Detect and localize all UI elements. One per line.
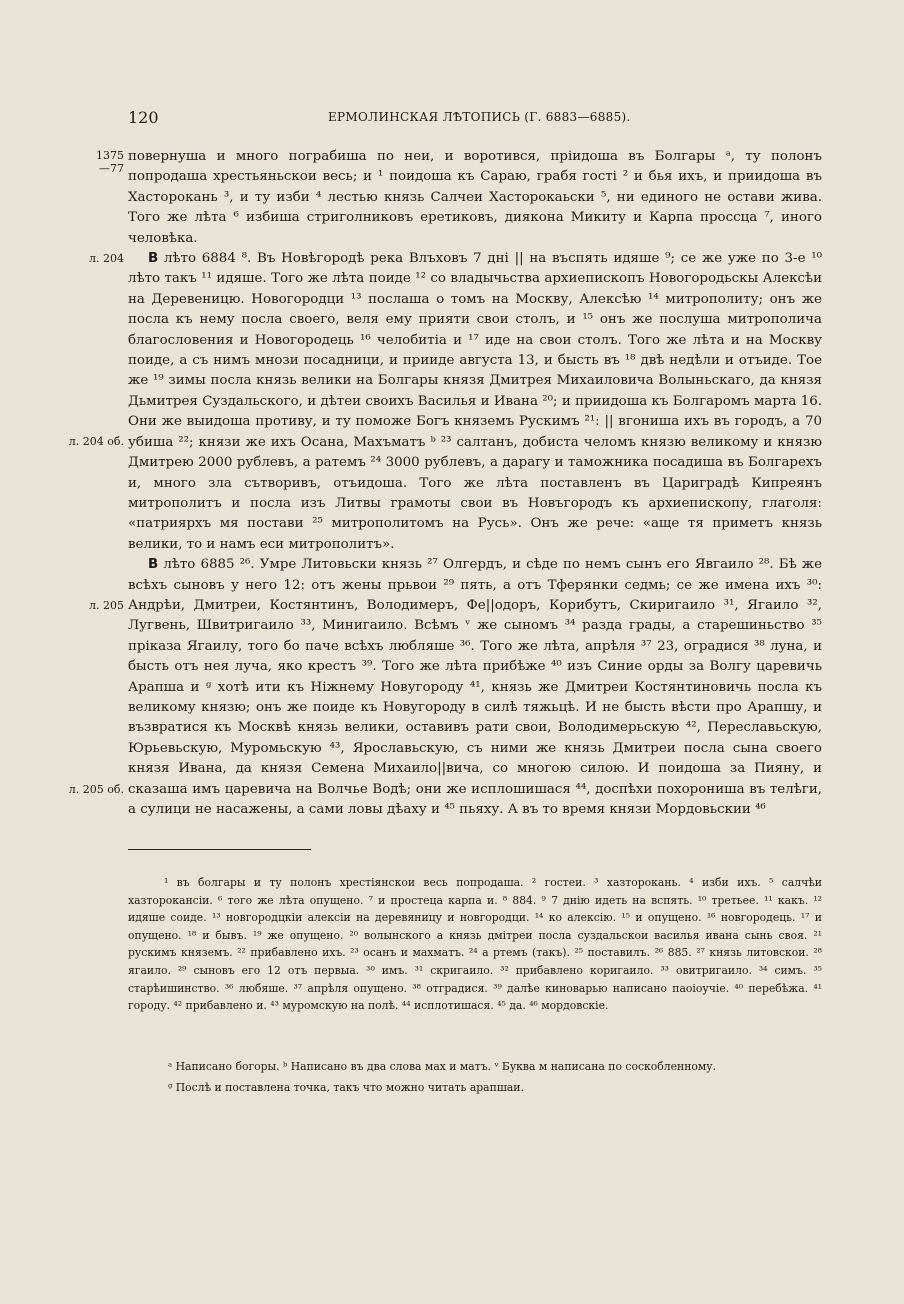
- critical-note-line-2: ᵍ Послѣ и поставлена точка, такъ что можно читать арапшаи.: [168, 1081, 524, 1094]
- margin-leaf-205: л. 205: [89, 599, 124, 612]
- chronicle-text: [128, 147, 822, 820]
- paragraph-6885: [128, 555, 822, 820]
- margin-leaf-204-ob: л. 204 об.: [68, 435, 124, 448]
- footnotes-text: ¹ въ болгары и ту полонъ хрестiянскои весь попродаша. ² гостеи. ³ хазторокань. ⁴ изби ихъ. ⁵ салчѣи хазторокансiи. ⁶ того же лѣта опущено. ⁷ и простеца карпа и. ⁸ 884. ⁹ 7 днiю идеть на вспять. ¹⁰ третьее. ¹¹ какъ. ¹² идяше соиде. ¹³ новгородцкiи алексiи на деревяницу и новгородци. ¹⁴ ко алексiю. ¹⁵ и опущено. ¹⁶ новгородець. ¹⁷ и опущено. ¹⁸ и бывъ. ¹⁹ же опущено. ²⁰ волынского а князь дмiтреи посла суздальскои василья ивана сынь своя. ²¹ рускимъ княземъ. ²² прибавлено ихъ. ²³ осанъ и махматъ. ²⁴ а ртемъ (такъ). ²⁵ поставилъ. ²⁶ 885. ²⁷ князь литовскои. ²⁸ ягаило. ²⁹ сыновъ его 12 отъ первыа. ³⁰ имъ. ³¹ скригаило. ³² прибавлено коригаило. ³³ овитригаило. ³⁴ симъ. ³⁵ старѣишинство. ³⁶ любяше. ³⁷ апрѣля опущено. ³⁸ отградися. ³⁹ далѣе киноварью написано паоiоучiе. ⁴⁰ перебѣжа. ⁴¹ городу. ⁴² прибавлено и. ⁴³ муромскую на полѣ. ⁴⁴ исплотишася. ⁴⁵ да. ⁴⁶ мордовскiе.: [128, 876, 822, 1013]
- paragraph-6885-text: лѣто 6885 ²⁶. Умре Литовьски князь ²⁷ Олгердъ, и сѣде по немъ сынъ его Явгаило ²⁸. Бѣ же всѣхъ сыновъ у него 12: отъ жены прьвои ²⁹ пять, а отъ Тферянки седмь; се же имена ихъ ³⁰: Андрѣи, Дмитреи, Костянтинъ, Володимеръ, Фе||одоръ, Корибутъ, Скиригаило ³¹, Ягаило ³², Лугвень, Швитригаило ³³, Минигаило. Всѣмъ ᵛ же сыномъ ³⁴ разда грады, а старешиньство ³⁵ прiказа Ягаилу, того бо паче всѣхъ любляше ³⁶. Того же лѣта, апрѣля ³⁷ 23, оградися ³⁸ луна, и бысть отъ нея луча, яко крестъ ³⁹. Того же лѣта прибѣже ⁴⁰ изъ Синие орды за Волгу царевичь Арапша и ᵍ хотѣ ити къ Нiжнему Новугороду ⁴¹, князь же Дмитреи Костянтиновичь посла къ великому князю; онъ же поиде къ Новугороду в силѣ тяжьцѣ. И не бысть вѣсти про Арапшу, и възвратися къ Москвѣ князь велики, оставивъ рати свои, Володимерьскую ⁴², Переславьскую, Юрьевьскую, Муромьскую ⁴³, Ярославьскую, съ ними же князь Дмитреи посла сына своего князя Ивана, да князя Семена Михаило||вича, со многою силою. И поидоша за Пияну, и сказаша имъ царевича на Волчье Водѣ; они же исплошишася ⁴⁴, доспѣхи похорониша въ телѣги, а сулици не насажены, а сами ловы дѣаху и ⁴⁵ пьяху. А въ то время князи Мордовьскии ⁴⁶: [128, 557, 822, 817]
- paragraph-6884-text: лѣто 6884 ⁸. Въ Новѣгородѣ река Влъховъ 7 днi || на въспять идяше ⁹; се же уже по 3-е ¹⁰ лѣто такъ ¹¹ идяше. Того же лѣта поиде ¹² со владычьства архиепископъ Новогородьскы Алексѣи на Деревеницю. Новогородци ¹³ послаша о томъ на Москву, Алексѣю ¹⁴ митрополиту; онъ же посла къ нему посла своего, веля ему прияти свои столъ, и ¹⁵ онъ же послуша митрополича благословения и Новогородець ¹⁶ челобитiа и ¹⁷ иде на свои столъ. Того же лѣта и на Москву поиде, а съ нимъ мнози посадници, и прииде августа 13, и бысть въ ¹⁸ двѣ недѣли и отъиде. Тое же ¹⁹ зимы посла князь велики на Болгары князя Дмитрея Михаиловича Волыньскаго, да князя Дьмитрея Суздальского, и дѣтеи своихъ Василья и Ивана ²⁰; и приидоша къ Болгаромъ марта 16. Они же выидоша противу, и ту поможе Богъ княземъ Рускимъ ²¹: || вгониша ихъ въ городъ, а 70 убиша ²²; князи же ихъ Осана, Махъматъ ᵇ ²³ салтанъ, добиста челомъ князю великому и князю Дмитрею 2000 рублевъ, а ратемъ ²⁴ 3000 рублевъ, а дарагу и таможника посадиша въ Болгарехъ и, много зла сътворивъ, отъидоша. Того же лѣта поставленъ въ Цариградѣ Кипреянъ митрополитъ и посла изъ Литвы грамоты свои въ Новъгородъ къ архиепископу, глаголя: «патриярхъ мя постави ²⁵ митрополитомъ на Русь». Онъ же рече: «аще тя приметъ князь велики, то и намъ еси митрополитъ».: [128, 251, 822, 552]
- page-header: [128, 108, 828, 130]
- margin-leaf-205-ob: л. 205 об.: [68, 783, 124, 796]
- critical-note-line-1: ᵃ Написано богоры. ᵇ Написано въ два слова мах и матъ. ᵛ Буква м написана по соскобленному.: [168, 1060, 717, 1073]
- variant-footnotes: [128, 874, 822, 1015]
- paragraph-1: повернуша и много пограбиша по неи, и воротився, прiидоша въ Болгары ᵃ, ту полонъ попродаша хрестьяньскои весь; и ¹ поидоша къ Сараю, грабя гостi ² и бья ихъ, и приидоша въ Хасторокань ³, и ту изби ⁴ лестью князь Салчеи Хасторокаьски ⁵, ни единого не остави жива. Того же лѣта ⁶ избиша стриголниковъ еретиковъ, диякона Микиту и Карпа проссца ⁷, иного человѣка.: [128, 149, 822, 246]
- page-number: 120: [128, 108, 159, 127]
- initial-letter: В: [148, 251, 159, 267]
- footnote-divider: [128, 849, 311, 850]
- margin-leaf-204: л. 204: [89, 252, 124, 265]
- margin-year-top: 1375: [96, 149, 124, 162]
- critical-notes: [128, 1056, 822, 1098]
- margin-year-bottom: —77: [99, 162, 124, 175]
- running-head: ЕРМОЛИНСКАЯ ЛѢТОПИСЬ (Г. 6883—6885).: [328, 110, 631, 124]
- paragraph-6884: [128, 249, 822, 555]
- initial-letter: В: [148, 557, 159, 573]
